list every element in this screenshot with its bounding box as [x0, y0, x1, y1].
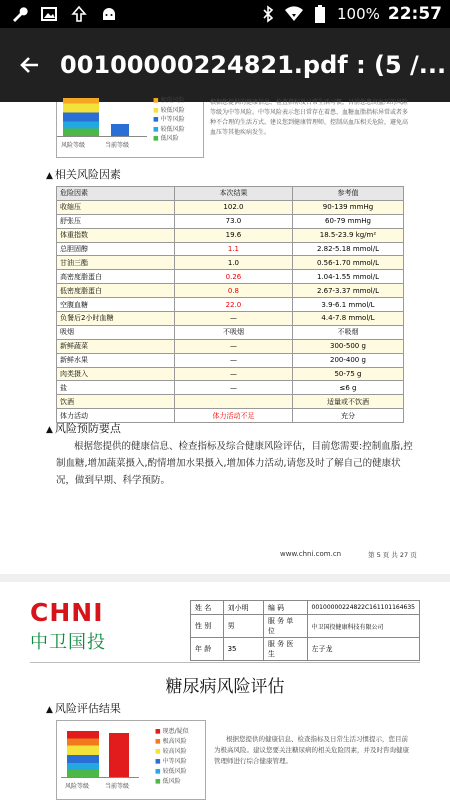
section-prevention: ▲ 风险预防要点	[46, 422, 121, 435]
factor-name: 高密度脂蛋白	[57, 270, 175, 284]
table-row	[57, 284, 404, 298]
section-risk-result: ▲ 风险评估结果	[46, 702, 121, 715]
prevention-advice: 根据您提供的健康信息、检查指标及综合健康风险评估，目前您需要:控制血脂,控制血糖,增加蔬菜摄入,酌情增加水果摄入,增加体力活动,请您及时了解自己的健康状况，做到早期、科学预防。	[56, 441, 413, 486]
diabetes-summary-text: 根据您提供的健康信息、检查指标及日常生活习惯提示，您目前为极高风险。建议您要关注糖尿病的相关危险因素，并及时咨询健康管理师进行综合健康管理。	[214, 735, 409, 765]
result-value	[174, 395, 292, 409]
status-bar	[0, 0, 450, 28]
back-arrow-icon	[18, 53, 42, 77]
triangle-icon: ▲	[46, 425, 53, 435]
risk-factor-table	[56, 186, 404, 423]
factor-name: 甘油三酯	[57, 256, 175, 270]
reference-value: 50-75 g	[292, 367, 403, 381]
table-row	[57, 353, 404, 367]
result-value: —	[174, 339, 292, 353]
result-value: 22.0	[174, 298, 292, 312]
page-divider	[0, 574, 450, 582]
chart-legend: ■ 极低风险 ■ 较低风险 ■ 中等风险 ■ 较低风险 ■ 低风险	[153, 97, 185, 142]
result-value: —	[174, 312, 292, 326]
risk-bar-scale	[67, 731, 99, 777]
factor-name: 负餐后2小时血糖	[57, 312, 175, 326]
footer-site: www.chni.com.cn	[280, 550, 342, 558]
header-rule	[30, 662, 420, 663]
clock: 22:57	[387, 4, 442, 24]
result-value: 0.26	[174, 270, 292, 284]
reference-value: 2.67-3.37 mmol/L	[292, 284, 403, 298]
reference-value: 0.56-1.70 mmol/L	[292, 256, 403, 270]
reference-value: 18.5-23.9 kg/m²	[292, 228, 403, 242]
triangle-icon: ▲	[46, 705, 53, 715]
reference-value: 充分	[292, 409, 403, 423]
document-title: 00100000224821.pdf : (5 /...	[60, 51, 447, 79]
table-row	[57, 228, 404, 242]
table-row	[57, 325, 404, 339]
result-value: 19.6	[174, 228, 292, 242]
x-label-current: 当前等级	[105, 142, 130, 149]
result-value: 不吸烟	[174, 325, 292, 339]
logo-chni: CHNI	[30, 598, 104, 627]
triangle-icon: ▲	[46, 171, 53, 181]
result-value: 102.0	[174, 200, 292, 214]
factor-name: 吸烟	[57, 325, 175, 339]
factor-name: 低密度脂蛋白	[57, 284, 175, 298]
table-row	[57, 270, 404, 284]
factor-name: 体力活动	[57, 409, 175, 423]
reference-value: 60-79 mmHg	[292, 214, 403, 228]
table-row	[57, 367, 404, 381]
result-value: 1.1	[174, 242, 292, 256]
logo-cn: 中卫国投	[30, 632, 106, 653]
page-heading: 糖尿病风险评估	[165, 677, 285, 697]
table-row	[57, 256, 404, 270]
factor-name: 收缩压	[57, 200, 175, 214]
wrench-icon	[10, 5, 28, 23]
result-value: —	[174, 381, 292, 395]
pdf-viewer[interactable]	[0, 97, 450, 800]
x-label-current: 当前等级	[105, 783, 130, 790]
result-value: —	[174, 367, 292, 381]
risk-chart-top	[56, 97, 204, 158]
reference-value: 1.04-1.55 mmol/L	[292, 270, 403, 284]
factor-name: 总胆固醇	[57, 242, 175, 256]
x-label-level: 风险等级	[65, 783, 90, 790]
result-value: 体力活动不足	[174, 409, 292, 423]
chart-legend: ■ 现患/疑似 ■ 极高风险 ■ 较高风险 ■ 中等风险 ■ 较低风险 ■ 低风险	[155, 728, 189, 785]
factor-name: 饮酒	[57, 395, 175, 409]
table-header: 危险因素 本次结果 参考值	[57, 187, 404, 201]
factor-name: 新鲜蔬菜	[57, 339, 175, 353]
image-icon	[40, 5, 58, 23]
reference-value: 4.4-7.8 mmol/L	[292, 312, 403, 326]
reference-value: 3.9-6.1 mmol/L	[292, 298, 403, 312]
factor-name: 肉类摄入	[57, 367, 175, 381]
table-row	[57, 395, 404, 409]
back-button[interactable]	[0, 28, 60, 102]
risk-summary-text: 根据您提供的健康信息、检查指标及日常生活习惯，目前您患高血压的风险等级为中等风险。中等风险表示您日常存在着患、血糖血脂指标异常或者多种不合理的生活方式。建议您到健康管理师，控制高血压相关危险，避免高血压等其他疾病发生。	[210, 99, 409, 136]
diabetes-risk-chart	[56, 720, 206, 800]
table-row	[57, 214, 404, 228]
factor-name: 空腹血糖	[57, 298, 175, 312]
factor-name: 舒张压	[57, 214, 175, 228]
table-row	[57, 242, 404, 256]
risk-bar-current	[109, 733, 129, 777]
result-value: —	[174, 353, 292, 367]
factor-name: 新鲜水果	[57, 353, 175, 367]
wifi-icon	[285, 5, 303, 23]
reference-value: 不吸烟	[292, 325, 403, 339]
x-label-level: 风险等级	[61, 142, 86, 149]
result-value: 1.0	[174, 256, 292, 270]
reference-value: 适量或不饮酒	[292, 395, 403, 409]
footer-page: 第 5 页 共 27 页	[368, 551, 417, 559]
table-row	[57, 339, 404, 353]
reference-value: 300-500 g	[292, 339, 403, 353]
battery-icon	[311, 5, 329, 23]
result-value: 73.0	[174, 214, 292, 228]
battery-percent: 100%	[336, 5, 380, 23]
table-row	[57, 200, 404, 214]
app-bar	[0, 28, 450, 102]
bluetooth-icon	[259, 5, 277, 23]
upload-icon	[70, 5, 88, 23]
table-row	[57, 381, 404, 395]
table-row	[57, 298, 404, 312]
reference-value: 2.82-5.18 mmol/L	[292, 242, 403, 256]
reference-value: ≤6 g	[292, 381, 403, 395]
reference-value: 200-400 g	[292, 353, 403, 367]
patient-info-table: 姓 名 刘小明 编 码 00100000224822C161101164635 性 别 男 服 务 单 位 中卫国投健康科技有限公司 年 龄 35 服 务 医 生 左子龙	[190, 600, 420, 661]
risk-bar-current	[111, 124, 129, 136]
android-icon	[100, 5, 118, 23]
factor-name: 盐	[57, 381, 175, 395]
section-related-factors: ▲ 相关风险因素	[46, 168, 121, 181]
risk-bar-scale	[63, 98, 99, 136]
factor-name: 体重指数	[57, 228, 175, 242]
result-value: 0.8	[174, 284, 292, 298]
reference-value: 90-139 mmHg	[292, 200, 403, 214]
table-row	[57, 312, 404, 326]
